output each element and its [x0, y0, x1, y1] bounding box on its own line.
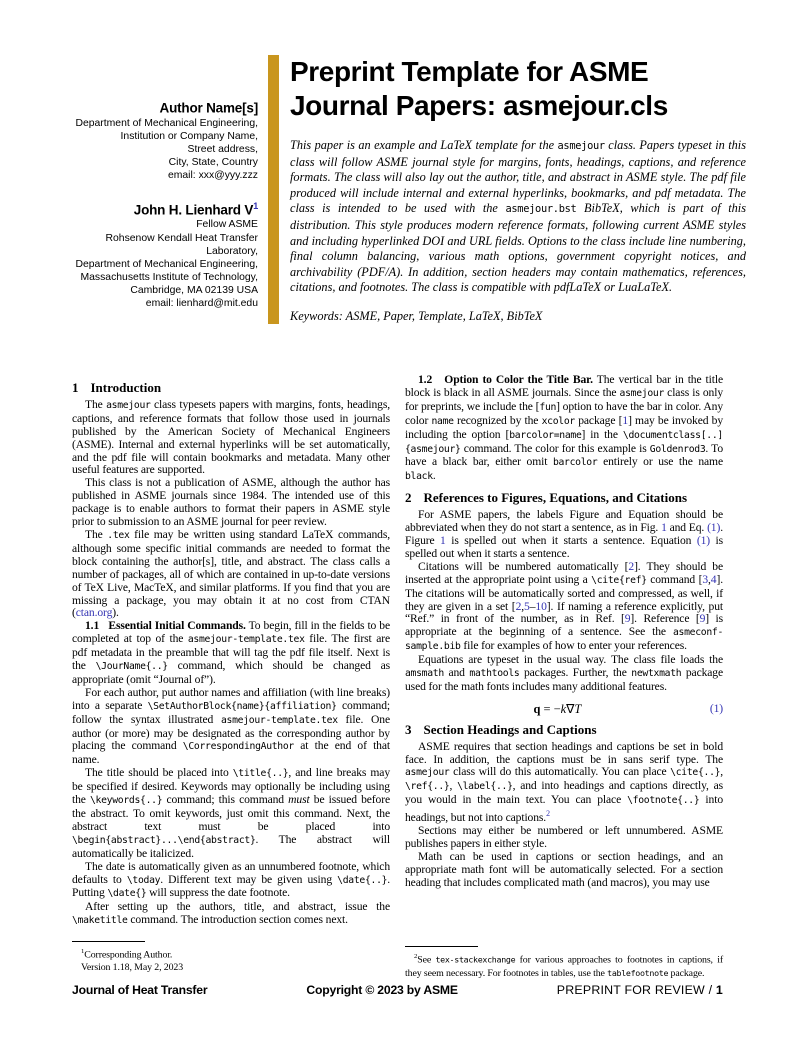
footer-review-status: [557, 983, 723, 997]
hyperlink[interactable]: 5: [524, 599, 530, 613]
footnote: [72, 962, 390, 974]
text-run: barcolor: [552, 457, 598, 469]
right-column-content: [405, 374, 723, 889]
text-run: The title should be placed into: [85, 766, 233, 780]
text-run: ASME requires that section headings and captions be set in bold face. In addition, the captions must be in sans serif type. The: [405, 739, 723, 766]
text-run: newtxmath: [631, 668, 682, 680]
author-name-text: Author Name[s]: [159, 100, 258, 116]
text-run: The: [85, 527, 108, 541]
keywords: [290, 309, 746, 324]
author-block: [58, 198, 258, 310]
text-run: \title{..}: [232, 768, 289, 780]
author-affiliation-line: email: lienhard@mit.edu: [145, 298, 258, 310]
text-run: recognized by the: [453, 413, 542, 427]
body-right-column: [405, 374, 723, 980]
text-run: class is only for preprints, we include the [: [405, 385, 723, 413]
text-run: ]. Reference [: [630, 612, 700, 626]
text-run: ]. They should be inserted at the appropriate point using a: [405, 559, 724, 586]
abstract: [290, 138, 746, 296]
text-run: 1.2 Option to Color the Title Bar.: [418, 373, 593, 386]
text-run: asmeconf-sample.bib: [405, 627, 723, 653]
hyperlink[interactable]: 3: [702, 572, 708, 586]
author-affiliations: [58, 117, 258, 182]
paragraph: [72, 901, 390, 928]
title-bar: [268, 55, 279, 324]
text-run: \SetAuthorBlock{name}{affiliation}: [147, 700, 337, 712]
text-run: ,: [521, 599, 525, 613]
text-run: file may be written using standard LaTeX commands, although some specific initial commands are needed to format the block containing the author[s], title, and abstract. The class calls a number of packages, all of which are contained in up-to-date versions of TeX Live, MacTeX, and similar platforms. If you find that you are missing a package, you may obtain it at no cost from CTAN (: [72, 527, 390, 620]
text-run: command; follow the syntax illustrated: [72, 698, 390, 726]
text-run: \date{}: [107, 888, 147, 900]
footnotes-left: [72, 941, 390, 974]
text-run: and: [443, 666, 470, 680]
masthead-right: [268, 55, 746, 324]
text-run: The vertical bar in the title block is black in all ASME journals. Since the: [405, 373, 723, 399]
text-run: 1: [81, 948, 85, 956]
footnote: [72, 946, 390, 962]
section-title: Introduction: [90, 380, 162, 395]
text-run: .: [432, 469, 436, 483]
paragraph: [72, 687, 390, 767]
text-run: \maketitle: [72, 915, 128, 927]
text-run: \keywords{..}: [90, 795, 163, 807]
text-run: package [: [574, 413, 623, 427]
paragraph: [405, 851, 723, 890]
text-run: \label{..}: [457, 781, 513, 793]
paragraph: [72, 529, 390, 620]
author-blocks: [58, 96, 258, 310]
text-run: into headings, but not into captions.: [405, 793, 723, 825]
author-affiliation-line: Cambridge, MA 02139 USA: [130, 284, 258, 296]
equation-math: [405, 703, 710, 716]
left-column-content: [72, 374, 390, 928]
text-run: Version 1.18, May 2, 2023: [81, 961, 184, 973]
body-columns: [72, 374, 723, 980]
text-run: file for examples of how to enter your references.: [460, 639, 687, 653]
text-run: asmejour: [619, 387, 665, 399]
footnotes-right: [405, 946, 723, 980]
section-title: Section Headings and Captions: [423, 721, 597, 737]
author-affiliations: [58, 218, 258, 310]
paragraph: [405, 825, 723, 851]
text-run: The: [85, 397, 107, 411]
author-affiliation-line: Department of Mechanical Engineering,: [75, 258, 258, 270]
text-run: , and into headings and captions directly, as you would in the main text. You can place: [405, 779, 723, 807]
hyperlink[interactable]: (1): [696, 533, 710, 547]
author-footnote-marker[interactable]: 1: [253, 200, 258, 211]
paragraph: [405, 509, 723, 561]
section-title: References to Figures, Equations, and Citations: [423, 490, 687, 506]
text-run: tablefootnote: [607, 967, 669, 978]
hyperlink[interactable]: 2: [546, 809, 550, 819]
text-run: Sections may either be numbered or left unnumbered. ASME publishes papers in either style.: [405, 823, 723, 850]
footnote-lines: [405, 951, 723, 980]
paragraph: [405, 654, 723, 694]
text-run: . Different text may be given using: [160, 872, 338, 886]
section-number: 1: [72, 380, 79, 395]
text-run: asmejour: [405, 767, 450, 779]
text-run: ] may be invoked by including the option [: [405, 413, 724, 441]
author-block: [58, 96, 258, 182]
footer-page-number: 1: [715, 983, 723, 997]
author-affiliation-line: Street address,: [187, 143, 258, 155]
text-run: BibTeX, which is part of this distribution. This style produces modern reference formats, following current ASME styles and including hyperlinked DOI and URL fields. Options to the class include line numbering, final column balancing, various math options, government copyright notices, and archivability (PDF/A). In addition, section headers may contain mathematics, references, citations, and footnotes. The class is compatible with pdfLaTeX or LuaLaTeX.: [290, 201, 746, 295]
hyperlink[interactable]: (1): [707, 521, 721, 535]
body-left-column: [72, 374, 390, 980]
text-run: asmejour-template.tex: [187, 634, 305, 646]
paragraph: [405, 374, 723, 484]
hyperlink[interactable]: 4: [710, 572, 717, 586]
hyperlink[interactable]: 1: [661, 521, 667, 535]
paragraph: [72, 399, 390, 477]
text-run: This class is not a publication of ASME, although the author has published in ASME journals since 1984. The intended use of this package is to enable authors to format their papers in ASME style prior to submission to an ASME journal for peer review.: [72, 476, 390, 529]
hyperlink[interactable]: 1: [440, 533, 446, 547]
text-run: and Eq.: [666, 521, 708, 535]
text-run: \cite{ref}: [591, 574, 647, 586]
text-run: For each author, put author names and affiliation (with line breaks) into a separate: [72, 685, 390, 712]
author-affiliation-line: Department of Mechanical Engineering,: [75, 117, 258, 129]
author-affiliation-line: Rohsenow Kendall Heat Transfer Laboratory,: [105, 232, 258, 257]
footnote-rule: [72, 941, 145, 942]
hyperlink[interactable]: ctan.org: [75, 606, 113, 620]
text-run: \CorrespondingAuthor: [182, 741, 294, 753]
text-run: command. The color for this example is: [460, 441, 650, 455]
text-run: The date is automatically given as an unnumbered footnote, which defaults to: [72, 859, 390, 886]
footer-separator: /: [708, 983, 713, 997]
text-run: k: [560, 701, 567, 716]
text-run: command. The introduction section comes next.: [127, 913, 348, 927]
text-run: \begin{abstract}...\end{abstract}: [72, 834, 256, 846]
text-run: asmejour: [106, 399, 151, 411]
text-run: . Figure: [405, 521, 724, 547]
text-run: \today: [126, 874, 161, 886]
author-name: [58, 198, 258, 219]
text-run: . The abstract will automatically be italicized.: [72, 832, 390, 860]
text-run: ,: [708, 572, 711, 586]
text-run: See: [417, 954, 436, 966]
text-run: –: [529, 599, 536, 613]
author-affiliation-line: Institution or Company Name,: [120, 130, 258, 142]
text-run: command; this command: [162, 793, 289, 807]
text-run: For ASME papers, the labels Figure and Equation should be abbreviated when they do not start a sentence, as in Fig.: [405, 508, 723, 535]
author-name-text: John H. Lienhard V: [133, 202, 254, 218]
text-run: class. Papers typeset in this class will follow ASME journal style for margins, fonts, headings, captions, and reference formats. The class will also lay out the author, title, and abstract in ASME style. The pdf file produced will include internal and external hyperlinks, bookmarks, and pdf metadata. The class is intended to be used with the: [290, 138, 746, 216]
text-run: . To have a black bar, either omit: [405, 441, 723, 469]
section-heading: [405, 721, 723, 737]
text-run: . Putting: [72, 872, 390, 900]
page-footer: [72, 983, 723, 997]
author-affiliation-line: Fellow ASME: [196, 219, 258, 231]
paper-title: Preprint Template for ASME: [290, 56, 649, 87]
text-run: at the end of that name.: [72, 739, 390, 767]
text-run: ).: [112, 606, 119, 620]
text-run: \ref{..}: [405, 781, 450, 793]
text-run: ] is appropriate at the beginning of a sentence. See the: [405, 612, 723, 639]
paper-title: Journal Papers: asmejour.cls: [290, 90, 668, 121]
text-run: name: [431, 415, 454, 427]
text-run: packages. Further, the: [519, 666, 632, 680]
text-run: barcolor=name: [509, 429, 582, 441]
text-run: Math can be used in captions or section headings, and an appropriate math font will be automatically selected. For a section heading that includes complicated math (and macros), you may use: [405, 849, 723, 889]
text-run: ] option to have the bar in color. Any color: [405, 399, 723, 427]
paragraph: [72, 861, 390, 902]
text-run: ,: [449, 779, 458, 793]
text-run: package.: [668, 967, 705, 979]
text-run: \date{..}: [337, 874, 388, 886]
text-run: \footnote{..}: [627, 795, 700, 807]
text-run: After setting up the authors, title, and abstract, issue the: [85, 900, 390, 914]
hyperlink[interactable]: 1: [622, 413, 629, 427]
text-run: , and line breaks may be specified if desired. Keywords may optionally be including using the: [72, 766, 390, 807]
text-run: file. The first are pdf metadata in the preamble that will tag the pdf file itself. Next is the: [72, 632, 391, 673]
section-heading: [405, 492, 723, 505]
equation: [405, 703, 723, 716]
hyperlink[interactable]: 10: [535, 599, 547, 613]
text-run: q: [533, 701, 541, 716]
text-run: Goldenrod3: [649, 443, 706, 455]
paragraph: [72, 767, 390, 860]
text-run: 2: [414, 952, 418, 960]
footnote-lines: [72, 946, 390, 974]
text-run: Citations will be numbered automatically [: [418, 559, 629, 573]
text-run: asmejour.bst: [505, 203, 577, 216]
text-run: \cite{..}: [670, 767, 721, 779]
text-run: class will do this automatically. You can place: [449, 765, 671, 779]
hyperlink[interactable]: 9: [699, 612, 706, 626]
text-run: ]. The citations will be automatically sorted and compressed, as well, if they are given in a set [: [405, 572, 723, 613]
text-run: To begin, fill in the fields to be completed at top of the: [72, 619, 390, 646]
footnote-rule: [405, 946, 478, 947]
paragraph: [405, 741, 723, 825]
text-run: fun: [539, 401, 557, 413]
text-run: amsmath: [405, 668, 444, 680]
section-number: 3: [405, 721, 412, 737]
text-run: be issued before the abstract. To omit keywords, just omit this command. Next, the abstract text must be placed into: [72, 793, 390, 833]
paragraph: [405, 561, 723, 654]
text-run: Keywords: ASME, Paper, Template, LaTeX, BibTeX: [290, 308, 543, 323]
paragraph: [72, 477, 390, 529]
section-number: 2: [405, 490, 412, 506]
equation-number[interactable]: (1): [709, 701, 723, 715]
text-run: ]. If naming a reference explicitly, put “Ref.” in front of the number, as in Ref. [: [405, 599, 723, 626]
text-run: package used for the math fonts includes many additional features.: [405, 666, 724, 693]
text-run: Corresponding Author.: [84, 949, 173, 961]
text-run: xcolor: [541, 415, 575, 427]
author-affiliation-line: email: xxx@yyy.zzz: [167, 169, 258, 181]
text-run: \documentclass[..]{asmejour}: [405, 429, 723, 455]
text-run: = −: [540, 701, 561, 716]
text-run: Equations are typeset in the usual way. The class file loads the: [418, 653, 723, 667]
text-run: asmejour-template.tex: [221, 714, 338, 726]
footer-copyright: Copyright © 2023 by ASME: [306, 983, 458, 997]
text-run: entirely or use the name: [597, 455, 723, 469]
text-run: mathtools: [469, 668, 520, 680]
text-run: \JourName{..}: [95, 661, 168, 673]
text-run: This paper is an example and LaTeX template for the: [290, 138, 558, 152]
author-affiliation-line: City, State, Country: [168, 156, 258, 168]
text-run: ,: [720, 765, 723, 779]
footnote: [405, 951, 723, 980]
text-run: ] in the: [581, 427, 623, 441]
text-run: for various approaches to footnotes in captions, if they seem necessary. For footnotes in tables, use the: [405, 954, 723, 979]
text-run: is spelled out when it starts a sentence. Equation: [445, 533, 697, 547]
text-run: file. One author (or more) may be designated as the corresponding author by placing the command: [72, 712, 391, 753]
text-run: 1.1 Essential Initial Commands.: [85, 619, 246, 633]
text-run: black: [405, 471, 433, 483]
paragraph: [72, 620, 390, 687]
text-run: class typesets papers with margins, fonts, headings, captions, and reference formats that follow those used in journals published by the American Society of Mechanical Engineers (ASME). Internal and external hyperlinks will be set automatically, and the pdf file will contain bookmarks and metadata. Many other useful features are supported.: [72, 397, 390, 477]
text-run: is spelled out when it starts a sentence.: [405, 533, 723, 560]
text-run: ∇: [566, 701, 575, 716]
text-run: must: [288, 793, 310, 807]
text-run: asmejour: [557, 140, 605, 152]
text-run: command, which should be changed as appropriate (omit “Journal of”).: [72, 659, 390, 686]
text-run: command [: [646, 572, 703, 586]
section-heading: [72, 382, 390, 395]
hyperlink[interactable]: 2: [628, 559, 635, 573]
author-affiliation-line: Massachusetts Institute of Technology,: [80, 271, 258, 283]
text-run: will suppress the date footnote.: [146, 886, 290, 900]
text-run: .tex: [107, 529, 130, 541]
text-run: T: [574, 701, 582, 716]
text-run: tex-stackexchange: [435, 954, 516, 965]
hyperlink[interactable]: 2: [515, 599, 522, 613]
title-block: [290, 55, 746, 324]
hyperlink[interactable]: 9: [624, 612, 631, 626]
footer-review-text: PREPRINT FOR REVIEW: [556, 983, 705, 997]
footer-journal-name: Journal of Heat Transfer: [72, 983, 208, 997]
author-name: [58, 96, 258, 117]
